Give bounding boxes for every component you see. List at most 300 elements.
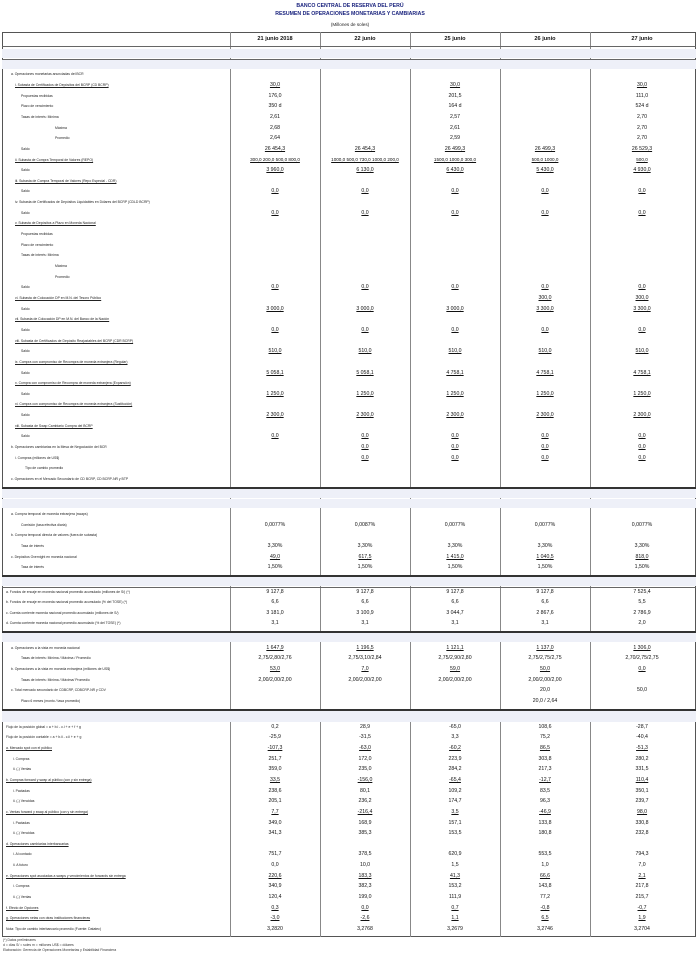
row-label: Saldo: [21, 370, 30, 375]
row-value-text: 385,3: [358, 830, 372, 837]
row-label: xiii. Subasta de Swap Cambiario Compra del BCRP: [15, 423, 93, 428]
row-value-text: 0,0: [638, 284, 646, 291]
row-label: Tipo de cambio promedio: [25, 466, 64, 471]
table-row: [3, 644, 695, 652]
row-label: v. Subasta de Depósitos a Plazo en Moneda Nacional: [15, 221, 96, 226]
row-value-text: 41,3: [449, 872, 461, 879]
row-value-text: 0,0: [638, 209, 646, 216]
row-value-text: 1 415,0: [446, 553, 464, 560]
row-value-text: 341,3: [268, 830, 282, 837]
row-value-text: 2,64: [269, 135, 281, 142]
table-row: [3, 177, 695, 185]
row-value-text: 2,70/2,75/2,75: [625, 655, 659, 662]
row-value-text: 0,0: [361, 433, 369, 440]
table-row: [3, 347, 695, 355]
table-row: [3, 609, 695, 617]
row-value: [587, 369, 697, 377]
row-label: Saldo: [21, 306, 30, 311]
row-value: [587, 454, 697, 462]
row-value-text: 1 250,0: [536, 390, 554, 397]
row-value: [587, 914, 697, 922]
row-label: i. Compras: [13, 756, 30, 761]
row-value-text: 0,0: [361, 326, 369, 333]
table-row: [3, 81, 695, 89]
row-label: ii. (-) Ventas: [13, 895, 32, 900]
row-value: [400, 113, 510, 121]
row-label: Plazo de vencimiento: [21, 242, 54, 247]
row-value-text: 2,57: [449, 113, 461, 120]
row-value: [490, 411, 600, 419]
row-value: [490, 588, 600, 596]
table-row: [3, 283, 695, 291]
row-value-text: 53,0: [269, 666, 281, 673]
row-value-text: -51,3: [636, 744, 648, 751]
row-value-text: 331,5: [635, 766, 649, 773]
table-row: [3, 654, 695, 662]
row-label: Saldo: [21, 413, 30, 418]
row-value-text: 3,1: [271, 620, 279, 627]
row-value-text: 143,8: [538, 883, 552, 890]
row-value-text: 0,0: [541, 326, 549, 333]
row-value-text: 33,5: [269, 776, 281, 783]
row-value: [587, 294, 697, 302]
row-value: [220, 124, 330, 132]
row-value-text: 300,0: [538, 294, 552, 301]
row-value-text: 0,0: [361, 209, 369, 216]
table-row: [3, 358, 695, 366]
row-value: [490, 369, 600, 377]
row-value: [490, 904, 600, 912]
table-row: [3, 124, 695, 132]
row-value-text: 553,5: [538, 851, 552, 858]
row-value-text: 0,0: [541, 188, 549, 195]
row-value-text: 794,3: [635, 851, 649, 858]
row-value-text: 7,7: [271, 808, 279, 815]
table-row: [3, 187, 695, 195]
row-value: [220, 113, 330, 121]
row-value-text: 0,0: [451, 326, 459, 333]
footnote-source: Elaboración: Gerencia de Operaciones Monetarias y Estabilidad Financiera: [3, 948, 117, 952]
row-value: [587, 765, 697, 773]
row-label: Flujo de la posición contable = a + b.ii - c.ii + e + g: [6, 735, 82, 740]
table-row: [3, 904, 695, 912]
row-value-text: 3 000,0: [446, 305, 464, 312]
row-value-text: 1,9: [638, 915, 646, 922]
row-value-text: 239,7: [635, 798, 649, 805]
section-band: [2, 49, 696, 58]
row-value: [490, 619, 600, 627]
row-value-text: 0,0: [271, 188, 279, 195]
row-value-text: 0,0: [451, 209, 459, 216]
table-row: [3, 840, 695, 848]
table-row: [3, 326, 695, 334]
row-value-text: 180,8: [538, 830, 552, 837]
row-value: [587, 588, 697, 596]
row-value-text: 349,0: [268, 819, 282, 826]
row-value-text: 77,2: [539, 894, 551, 901]
row-value-text: 2 300,0: [266, 412, 284, 419]
row-value-text: -63,0: [359, 744, 371, 751]
table-row: [3, 744, 695, 752]
row-value: [587, 644, 697, 652]
row-value-text: 330,8: [635, 819, 649, 826]
table-row: [3, 925, 695, 933]
row-value-text: 205,1: [268, 798, 282, 805]
table-row: [3, 819, 695, 827]
row-label: vi. Subasta de Colocación DP en M.N. del Tesoro Público: [15, 295, 102, 300]
section-band: [2, 60, 696, 69]
table-row: [3, 861, 695, 869]
row-value-text: 49,0: [269, 553, 281, 560]
row-value-text: 0,3: [271, 904, 279, 911]
row-value: [587, 305, 697, 313]
row-value-text: 9 127,8: [536, 588, 554, 595]
row-value: [587, 686, 697, 694]
row-value-text: -156,0: [357, 776, 373, 783]
row-value-text: 0,0: [361, 454, 369, 461]
row-value: [490, 723, 600, 731]
row-value-text: -40,4: [636, 734, 648, 741]
row-value-text: 3,1: [361, 620, 369, 627]
row-value-text: 1,1: [451, 915, 459, 922]
row-value-text: 0,0: [638, 433, 646, 440]
row-value: [490, 209, 600, 217]
row-value-text: 26 454,3: [354, 145, 376, 152]
row-value-text: 1 250,0: [446, 390, 464, 397]
row-value-text: 6,6: [271, 599, 279, 606]
row-label: Saldo: [21, 168, 30, 173]
row-value: [490, 432, 600, 440]
section-band: [2, 633, 696, 642]
row-value-text: 59,0: [449, 666, 461, 673]
row-value-text: 26 499,3: [444, 145, 466, 152]
row-value-text: 1,50%: [357, 564, 373, 571]
table-row: [3, 443, 695, 451]
row-value: [587, 819, 697, 827]
table-row: [3, 893, 695, 901]
row-value-text: 1,50%: [447, 564, 463, 571]
row-label: ii. (-) Vencidas: [13, 799, 35, 804]
row-value-text: 217,8: [635, 883, 649, 890]
row-rule: [2, 587, 696, 588]
row-value: [587, 925, 697, 933]
row-value: [587, 443, 697, 451]
row-value-text: -65,0: [449, 723, 461, 730]
row-value-text: 2,70: [636, 135, 648, 142]
row-value-text: 251,7: [268, 755, 282, 762]
row-label: Saldo: [21, 391, 30, 396]
row-value-text: 2 867,6: [536, 609, 554, 616]
row-value-text: 30,0: [449, 81, 461, 88]
row-value-text: 86,5: [539, 744, 551, 751]
row-value: [490, 553, 600, 561]
row-value-text: 1,50%: [537, 564, 553, 571]
row-value-text: 2 786,9: [633, 609, 651, 616]
table-row: [3, 723, 695, 731]
row-value: [587, 187, 697, 195]
row-value: [490, 305, 600, 313]
row-label: d. Cuenta corriente moneda nacional promedio acumulado (% del TOSE) (*): [6, 621, 121, 626]
row-value-text: 1 196,5: [356, 644, 374, 651]
row-value-text: 0,0: [271, 862, 279, 869]
row-label: Tasas de interés: Mínima: [21, 253, 59, 258]
row-value-text: 2,00/2,00/2,00: [348, 676, 382, 683]
row-value: [587, 156, 697, 164]
table-row: [3, 464, 695, 472]
row-value: [490, 454, 600, 462]
row-value-text: 0,0: [638, 666, 646, 673]
row-value-text: 75,2: [539, 734, 551, 741]
row-value-text: 0,0077%: [534, 521, 556, 528]
table-row: [3, 70, 695, 78]
table-row: [3, 92, 695, 100]
row-value-text: 510,0: [635, 348, 649, 355]
row-value-text: 350 d: [268, 103, 282, 110]
row-label: Saldo: [21, 349, 30, 354]
table-row: [3, 598, 695, 606]
row-value-text: 617,5: [358, 553, 372, 560]
header-rule: [2, 46, 696, 47]
row-value-text: 50,0: [539, 666, 551, 673]
row-label: i. Al contado: [13, 852, 32, 857]
row-value-text: 3,3: [451, 734, 459, 741]
row-label: f. Efecto de Opciones: [6, 905, 39, 910]
row-value-text: 0,0: [638, 188, 646, 195]
row-value-text: 30,0: [269, 81, 281, 88]
row-value-text: 3,2704: [634, 926, 650, 932]
row-value-text: 26 454,3: [264, 145, 286, 152]
row-value-text: 232,8: [635, 830, 649, 837]
row-label: ii. Subasta de Compra Temporal de Valores (REPO): [15, 157, 94, 162]
row-value: [490, 882, 600, 890]
row-value-text: 0,0077%: [444, 521, 466, 528]
row-value-text: 0,0: [451, 433, 459, 440]
row-value-text: 1 250,0: [633, 390, 651, 397]
row-value-text: -2,6: [360, 915, 370, 922]
row-value-text: 2,70: [636, 113, 648, 120]
row-value-text: 303,8: [538, 755, 552, 762]
column-header: 22 junio: [354, 36, 376, 42]
report-subtitle: RESUMEN DE OPERACIONES MONETARIAS Y CAMBIARIAS: [275, 11, 425, 17]
row-value-text: 3 181,0: [266, 609, 284, 616]
row-value-text: 183,3: [358, 872, 372, 879]
row-value-text: 50,0: [636, 687, 648, 694]
row-value-text: 3,2746: [537, 926, 553, 932]
table-row: [3, 273, 695, 281]
row-value-text: 510,0: [538, 348, 552, 355]
row-value: [587, 872, 697, 880]
row-value-text: 0,0: [361, 188, 369, 195]
row-label: x. Compra con compromiso de Recompra de moneda extranjera (Expansión): [15, 381, 131, 386]
row-value-text: 3,2679: [447, 926, 463, 932]
row-value-text: 510,0: [448, 348, 462, 355]
row-label: a. Compra temporal de moneda extranjera (swaps): [11, 511, 88, 516]
row-value-text: 284,2: [448, 766, 462, 773]
row-label: viii. Subasta de Certificados de Depósito Reajustables del BCRP (CDR BCRP): [15, 338, 134, 343]
table-row: [3, 209, 695, 217]
section-band: [2, 499, 696, 508]
row-value: [490, 166, 600, 174]
row-value-text: 1 250,0: [266, 390, 284, 397]
row-value-text: 1 647,9: [266, 644, 284, 651]
row-value-text: -0,8: [540, 904, 550, 911]
row-label: b. Fondos de encaje en moneda nacional promedio acumulado (% del TOSE) (*): [6, 600, 128, 605]
row-value-text: 0,0: [361, 284, 369, 291]
row-value-text: -31,5: [359, 734, 371, 741]
footnote-abbreviations: d = días S/ = soles m = millones US$ = dólares: [3, 943, 74, 947]
section-band: [2, 577, 696, 586]
row-value: [490, 765, 600, 773]
table-row: [3, 686, 695, 694]
report-units: (Millones de soles): [330, 22, 370, 27]
table-row: [3, 390, 695, 398]
row-value: [490, 744, 600, 752]
row-value: [400, 124, 510, 132]
row-value-text: 80,1: [359, 787, 371, 794]
row-value: [587, 808, 697, 816]
row-value-text: 0,0: [271, 433, 279, 440]
row-value-text: 1 040,5: [536, 553, 554, 560]
row-value-text: 3,1: [541, 620, 549, 627]
table-row: [3, 315, 695, 323]
row-label: c. Depósitos Overnight en moneda nacional: [11, 554, 77, 559]
row-value: [587, 432, 697, 440]
table-row: [3, 400, 695, 408]
table-row: [3, 198, 695, 206]
row-value: [587, 81, 697, 89]
row-value: [490, 797, 600, 805]
row-value: [490, 294, 600, 302]
row-value-text: 235,0: [358, 766, 372, 773]
row-label: ix. Compra con compromiso de Recompra de moneda extranjera (Regular): [15, 359, 128, 364]
row-value-text: 120,4: [268, 894, 282, 901]
row-label: Tasa de interés: [21, 543, 44, 548]
row-value-text: 0,0: [541, 444, 549, 451]
table-row: [3, 797, 695, 805]
row-value: [587, 145, 697, 153]
row-label: a. Operaciones a la vista en moneda nacional: [11, 645, 80, 650]
row-value: [490, 542, 600, 550]
row-value-text: 164 d: [448, 103, 462, 110]
row-label: i. Subasta de Certificados de Depósitos del BCRP (CD BCRP): [15, 82, 109, 87]
row-label: b. Compra temporal directa de valores (fuera de subasta): [11, 533, 98, 538]
row-value: [400, 102, 510, 110]
row-value: [490, 776, 600, 784]
row-value-text: 176,0: [268, 92, 282, 99]
table-row: [3, 850, 695, 858]
row-label: ii. (-) Vencidas: [13, 831, 35, 836]
row-value: [587, 776, 697, 784]
table-row: [3, 369, 695, 377]
row-value-text: 4 930,0: [633, 167, 651, 174]
row-value-text: 2 300,0: [446, 412, 464, 419]
row-value: [587, 665, 697, 673]
row-value-text: 2,59: [449, 135, 461, 142]
row-value: [490, 326, 600, 334]
row-value-text: 5,5: [638, 599, 646, 606]
row-value-text: 751,7: [268, 851, 282, 858]
row-label: Saldo: [21, 189, 30, 194]
row-value-text: -60,2: [449, 744, 461, 751]
row-value-text: 2,00/2,00/2,00: [438, 676, 472, 683]
row-value-text: 0,0: [451, 188, 459, 195]
row-label: c. Total mercado secundario de CDBCRP, CDBCRP-NR y CDV: [11, 688, 106, 693]
row-value-text: -12,7: [539, 776, 551, 783]
column-header: 25 junio: [444, 36, 466, 42]
row-value-text: 153,2: [448, 883, 462, 890]
row-value-text: 510,0: [268, 348, 282, 355]
row-value-text: 6 430,0: [446, 167, 464, 174]
row-value-text: 0,0: [271, 284, 279, 291]
row-value-text: 236,2: [358, 798, 372, 805]
row-value-text: 66,6: [539, 872, 551, 879]
row-value-text: 0,0: [541, 454, 549, 461]
column-header: 26 junio: [534, 36, 556, 42]
row-label: a. Mercado spot con el público: [6, 745, 52, 750]
row-label: iv. Subasta de Certificados de Depósitos Liquidables en Dólares del BCRP (CDLD BCRP): [15, 200, 150, 205]
row-label: b. Compras forward y swap al público (con y sin entrega): [6, 777, 92, 782]
row-label: Promedio: [55, 274, 70, 279]
column-divider: [230, 32, 231, 937]
row-value-text: 215,7: [635, 894, 649, 901]
row-value-text: 280,2: [635, 755, 649, 762]
table-row: [3, 379, 695, 387]
row-value-text: 0,0: [361, 444, 369, 451]
row-value-text: 6,6: [451, 599, 459, 606]
row-value: [587, 619, 697, 627]
row-value: [490, 521, 600, 529]
row-value: [587, 563, 697, 571]
row-value: [587, 542, 697, 550]
table-row: [3, 262, 695, 270]
table-row: [3, 563, 695, 571]
row-value-text: 3,2820: [267, 926, 283, 932]
row-value: [587, 904, 697, 912]
row-value-text: 199,0: [358, 894, 372, 901]
row-value-text: 20,0 / 2,64: [532, 698, 558, 704]
row-value: [587, 850, 697, 858]
row-value-text: 238,6: [268, 787, 282, 794]
row-value-text: 3 000,0: [266, 305, 284, 312]
table-row: [3, 808, 695, 816]
table-row: [3, 553, 695, 561]
row-value-text: 359,0: [268, 766, 282, 773]
row-value-text: 340,9: [268, 883, 282, 890]
row-value-text: 7,0: [638, 862, 646, 869]
row-value: [220, 81, 330, 89]
row-value-text: 7 525,4: [633, 588, 651, 595]
row-value-text: 174,7: [448, 798, 462, 805]
row-value: [490, 644, 600, 652]
row-value-text: 1,0: [541, 862, 549, 869]
row-value-text: 2 300,0: [356, 412, 374, 419]
row-value-text: 0,0: [638, 326, 646, 333]
row-value: [490, 145, 600, 153]
row-value: [400, 81, 510, 89]
section-band: [2, 489, 696, 498]
row-value-text: 168,9: [358, 819, 372, 826]
row-value: [587, 113, 697, 121]
row-value: [587, 102, 697, 110]
row-value-text: 500,0 1000,0: [531, 156, 559, 162]
row-value-text: 110,4: [635, 776, 649, 783]
row-value: [587, 829, 697, 837]
row-value: [490, 347, 600, 355]
column-divider: [320, 32, 321, 937]
row-value-text: 3,30%: [357, 542, 373, 549]
row-label: i. Compras: [13, 884, 30, 889]
row-value: [587, 893, 697, 901]
